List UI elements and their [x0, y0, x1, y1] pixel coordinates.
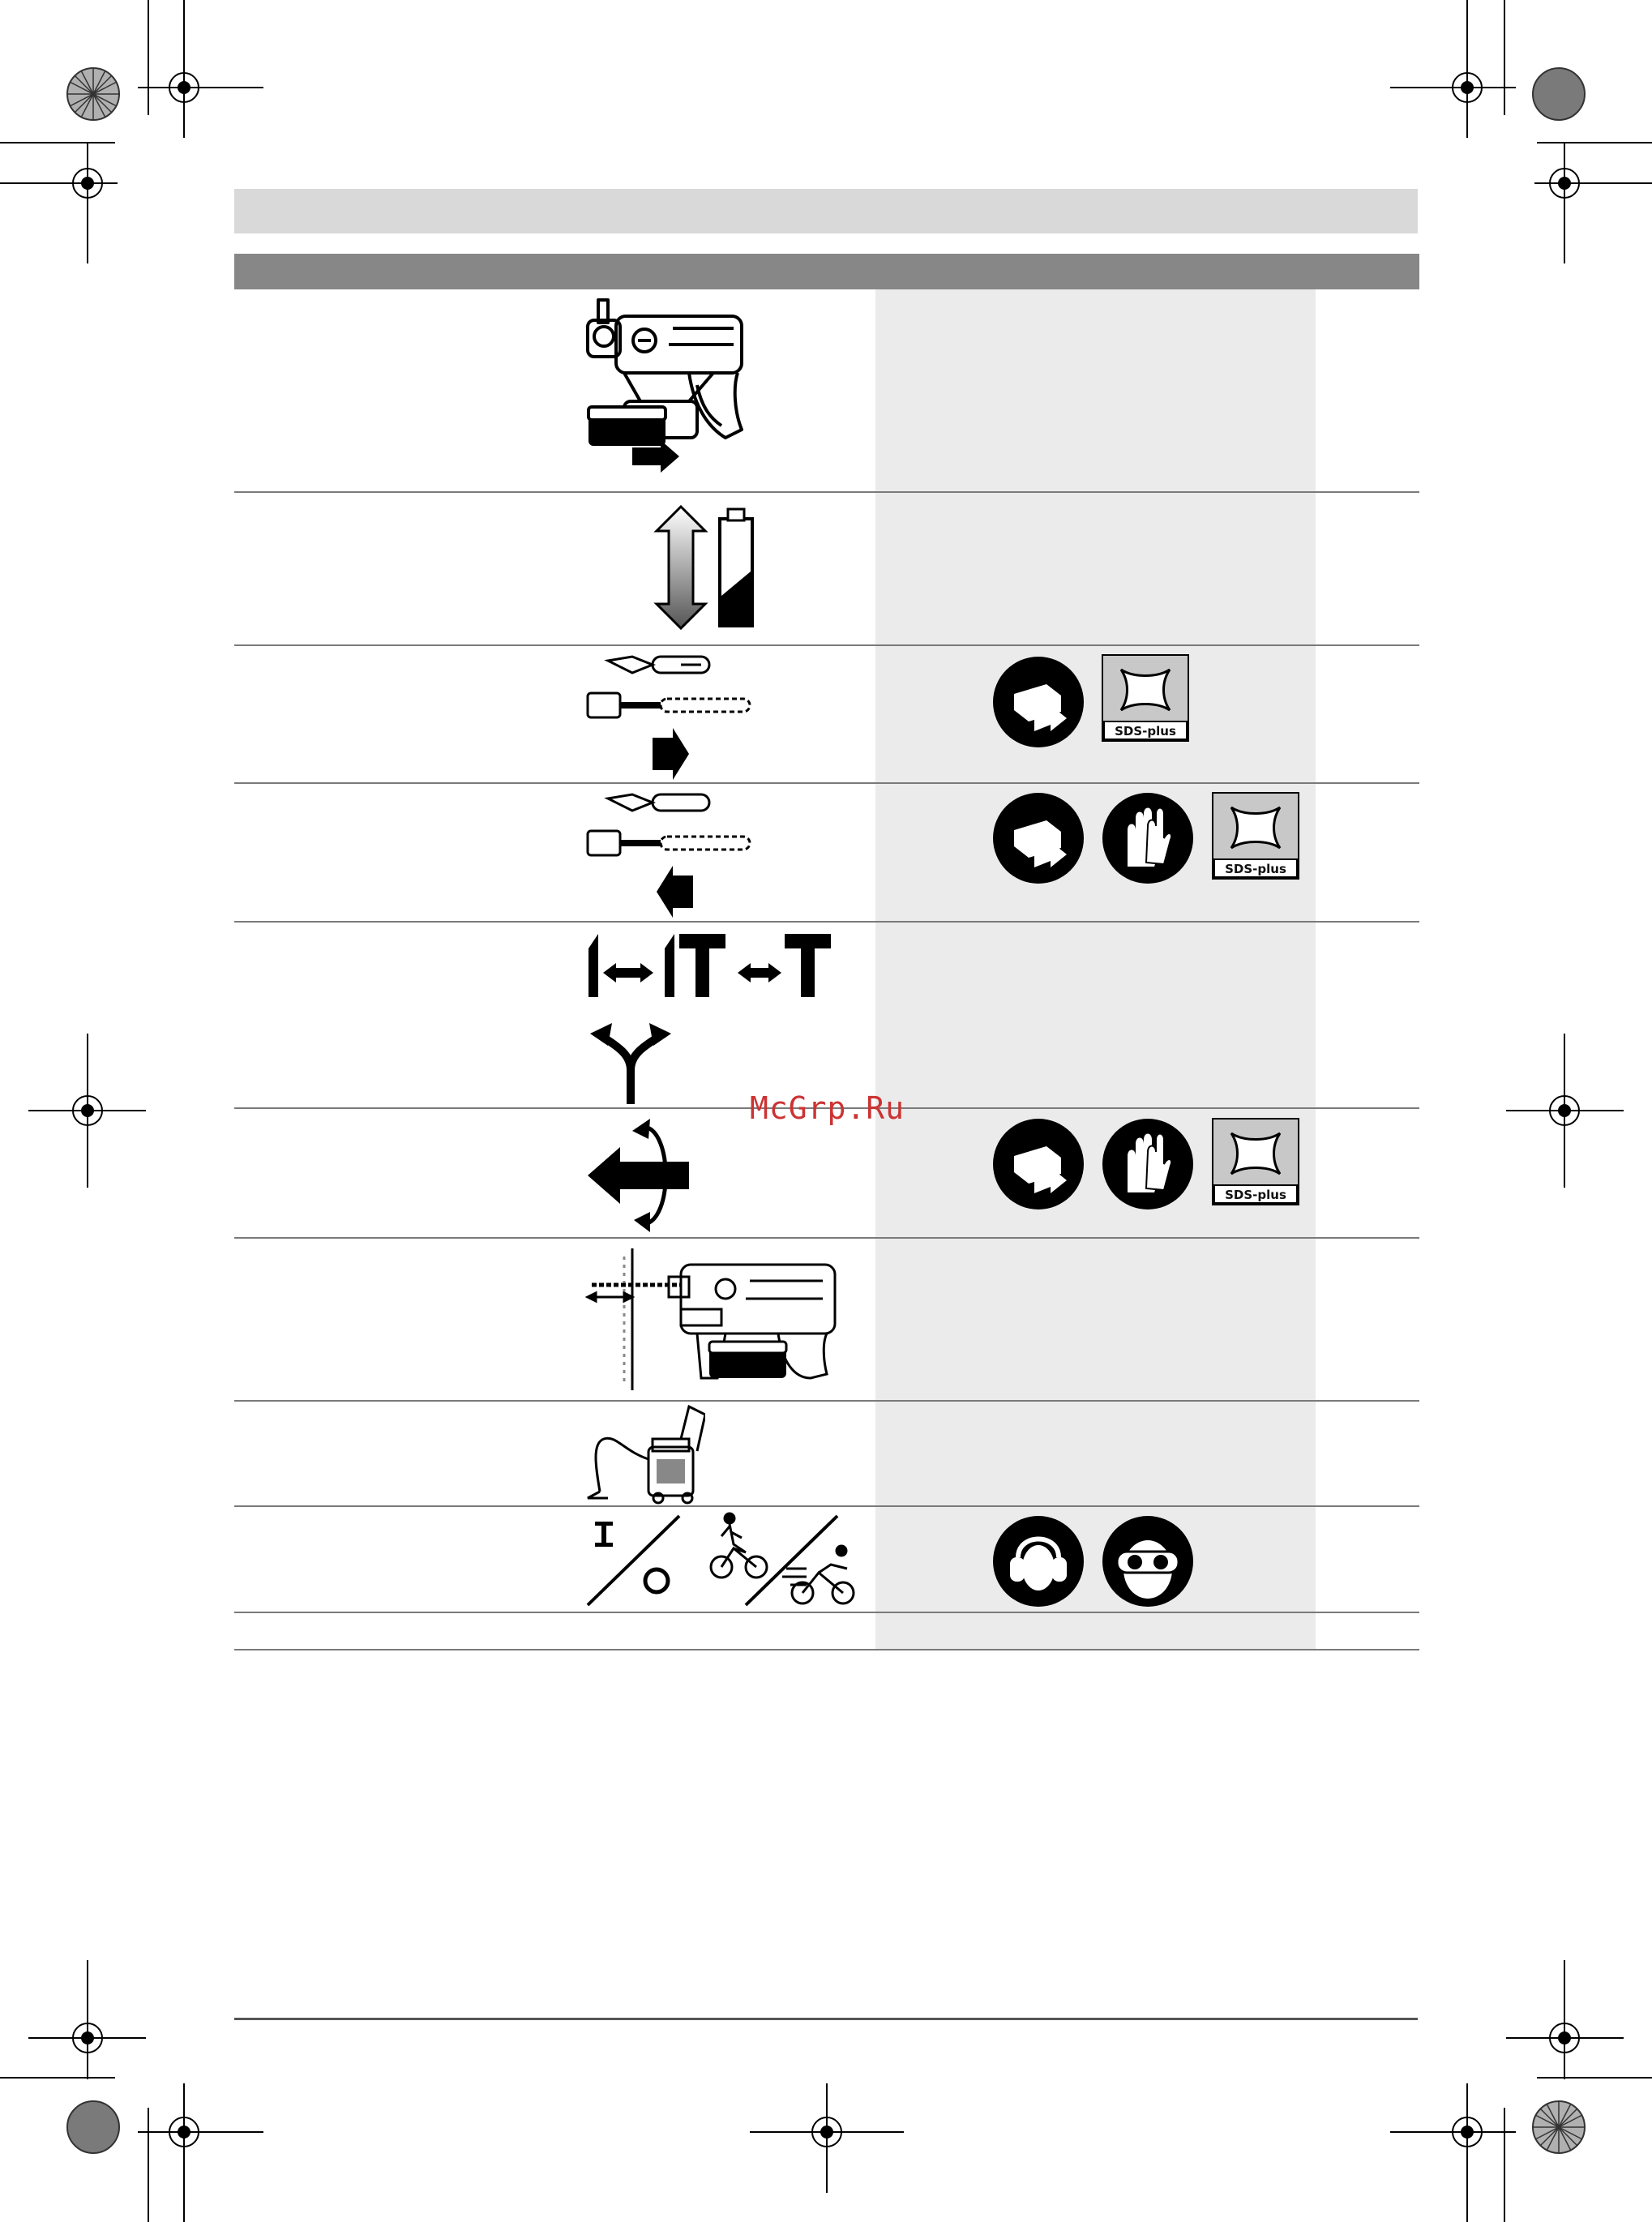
table-header-bar — [234, 254, 1419, 289]
row-divider — [234, 782, 1419, 784]
depth-stop-icon — [584, 1240, 843, 1398]
gloves-icon — [1099, 790, 1196, 887]
eye-protection-icon — [1099, 1513, 1196, 1610]
row-divider — [234, 491, 1419, 493]
cordless-hammer-battery-insert-icon — [584, 296, 762, 482]
watermark: McGrp.Ru — [750, 1090, 905, 1126]
ear-protection-icon — [990, 1513, 1087, 1610]
row-divider — [234, 644, 1419, 646]
sds-plus-label: SDS-plus — [1225, 1188, 1286, 1202]
remove-bit-icon — [584, 786, 762, 924]
row-divider — [234, 1237, 1419, 1239]
dust-mask-icon — [990, 1115, 1087, 1213]
mode-selection-icon — [584, 924, 835, 1111]
dust-extractor-icon — [584, 1402, 705, 1508]
battery-charge-icon — [648, 503, 770, 632]
sds-plus-icon — [1101, 653, 1190, 743]
rotation-direction-icon — [584, 1115, 697, 1236]
row-divider — [234, 1612, 1419, 1613]
sds-plus-icon — [1211, 1117, 1300, 1206]
footer-rule — [234, 2018, 1418, 2020]
gloves-icon — [1099, 1115, 1196, 1213]
row-divider — [234, 1400, 1419, 1402]
switch-on-off-speed-icon — [584, 1512, 867, 1609]
dust-mask-icon — [990, 790, 1087, 887]
row-divider — [234, 1649, 1419, 1650]
sds-plus-icon — [1211, 791, 1300, 880]
row-divider — [234, 921, 1419, 923]
title-bar — [234, 189, 1418, 233]
sds-plus-label: SDS-plus — [1115, 724, 1176, 739]
sds-plus-label: SDS-plus — [1225, 862, 1286, 876]
row-divider — [234, 1505, 1419, 1507]
safety-column — [875, 289, 1316, 1650]
insert-bit-icon — [584, 649, 762, 786]
dust-mask-icon — [990, 653, 1087, 751]
